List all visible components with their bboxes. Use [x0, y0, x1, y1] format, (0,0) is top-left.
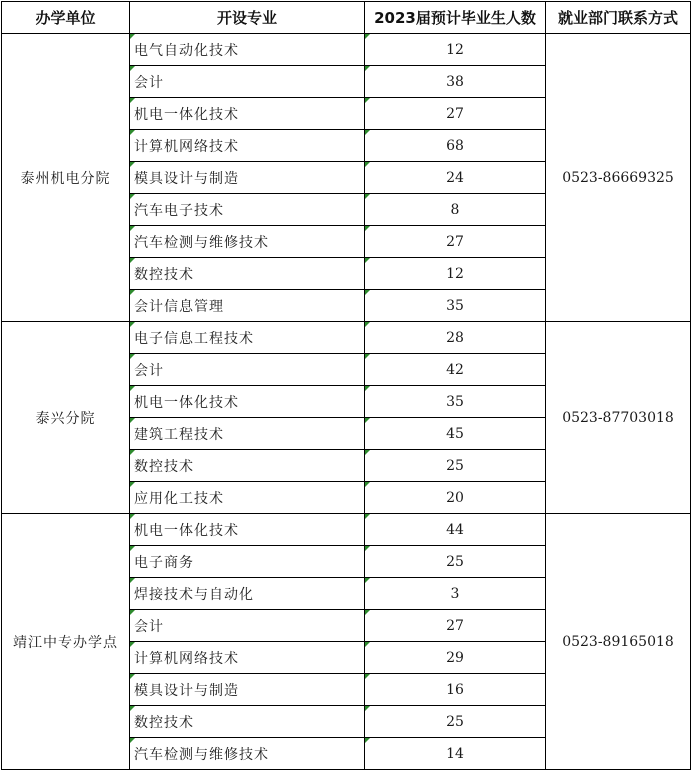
- major-cell: 模具设计与制造: [130, 162, 365, 194]
- major-cell: 数控技术: [130, 706, 365, 738]
- major-cell: 计算机网络技术: [130, 642, 365, 674]
- contact-cell: 0523-87703018: [546, 322, 691, 514]
- count-cell: 38: [365, 66, 546, 98]
- major-cell: 会计: [130, 354, 365, 386]
- unit-cell: 泰州机电分院: [2, 34, 130, 322]
- header-count: 2023届预计毕业生人数: [365, 2, 546, 34]
- count-cell: 27: [365, 226, 546, 258]
- table-row: [2, 34, 691, 66]
- major-cell: 电子信息工程技术: [130, 322, 365, 354]
- count-cell: 16: [365, 674, 546, 706]
- major-cell: 机电一体化技术: [130, 514, 365, 546]
- count-cell: 14: [365, 738, 546, 770]
- unit-cell: 泰兴分院: [2, 322, 130, 514]
- major-cell: 数控技术: [130, 258, 365, 290]
- header-contact: 就业部门联系方式: [546, 2, 691, 34]
- header-major: 开设专业: [130, 2, 365, 34]
- count-cell: 25: [365, 706, 546, 738]
- count-cell: 68: [365, 130, 546, 162]
- count-cell: 28: [365, 322, 546, 354]
- major-cell: 会计: [130, 610, 365, 642]
- major-cell: 机电一体化技术: [130, 98, 365, 130]
- major-cell: 机电一体化技术: [130, 386, 365, 418]
- count-cell: 20: [365, 482, 546, 514]
- major-cell: 汽车电子技术: [130, 194, 365, 226]
- count-cell: 29: [365, 642, 546, 674]
- count-cell: 25: [365, 546, 546, 578]
- count-cell: 44: [365, 514, 546, 546]
- contact-cell: 0523-86669325: [546, 34, 691, 322]
- major-cell: 汽车检测与维修技术: [130, 738, 365, 770]
- count-cell: 27: [365, 98, 546, 130]
- count-cell: 27: [365, 610, 546, 642]
- count-cell: 35: [365, 386, 546, 418]
- major-cell: 模具设计与制造: [130, 674, 365, 706]
- count-cell: 42: [365, 354, 546, 386]
- count-cell: 12: [365, 258, 546, 290]
- major-cell: 计算机网络技术: [130, 130, 365, 162]
- major-cell: 会计信息管理: [130, 290, 365, 322]
- count-cell: 45: [365, 418, 546, 450]
- major-cell: 电子商务: [130, 546, 365, 578]
- count-cell: 24: [365, 162, 546, 194]
- count-cell: 3: [365, 578, 546, 610]
- major-cell: 建筑工程技术: [130, 418, 365, 450]
- count-cell: 8: [365, 194, 546, 226]
- major-cell: 电气自动化技术: [130, 34, 365, 66]
- table-body: [2, 34, 691, 770]
- table-row: [2, 322, 691, 354]
- unit-cell: 靖江中专办学点: [2, 514, 130, 770]
- major-cell: 会计: [130, 66, 365, 98]
- major-cell: 应用化工技术: [130, 482, 365, 514]
- count-cell: 12: [365, 34, 546, 66]
- major-cell: 汽车检测与维修技术: [130, 226, 365, 258]
- major-cell: 焊接技术与自动化: [130, 578, 365, 610]
- graduates-table: [1, 1, 691, 770]
- major-cell: 数控技术: [130, 450, 365, 482]
- table-row: [2, 514, 691, 546]
- count-cell: 35: [365, 290, 546, 322]
- header-row: [2, 2, 691, 34]
- header-unit: 办学单位: [2, 2, 130, 34]
- contact-cell: 0523-89165018: [546, 514, 691, 770]
- count-cell: 25: [365, 450, 546, 482]
